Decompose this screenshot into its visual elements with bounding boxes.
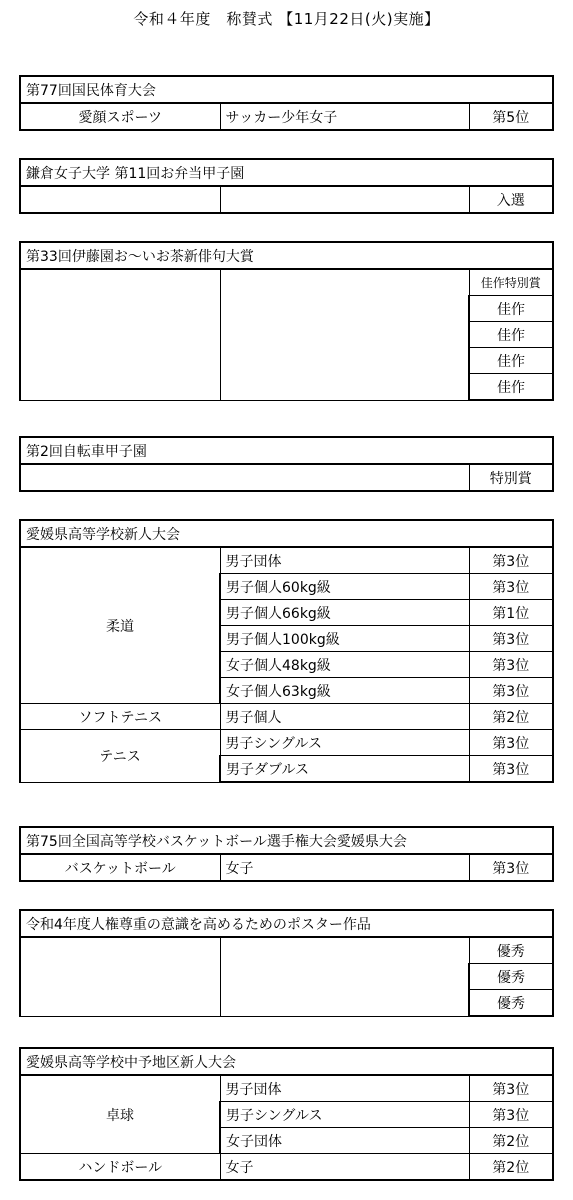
competition-title: 愛媛県高等学校中予地区新人大会 [20, 1048, 553, 1075]
category-cell [220, 937, 469, 1016]
event-cell: ハンドボール [20, 1154, 220, 1181]
table-row [20, 1154, 553, 1181]
result-cell: 佳作 [469, 296, 553, 322]
result-cell: 佳作 [469, 348, 553, 374]
table-header-row [20, 910, 553, 937]
result-cell: 第1位 [469, 600, 553, 626]
table-row [20, 464, 553, 491]
result-cell: 佳作 [469, 374, 553, 401]
category-cell: 男子個人 [220, 704, 469, 730]
event-cell [20, 269, 220, 400]
result-cell: 第3位 [469, 756, 553, 783]
result-cell: 第3位 [469, 854, 553, 881]
result-cell: 第3位 [469, 574, 553, 600]
category-cell: 女子個人48kg級 [220, 652, 469, 678]
result-cell: 第3位 [469, 626, 553, 652]
table-header-row [20, 242, 553, 269]
table-row [20, 269, 553, 296]
award-table-chuyo [19, 1047, 554, 1181]
category-cell [220, 186, 469, 213]
result-cell: 第3位 [469, 652, 553, 678]
category-cell: 男子シングルス [220, 1102, 469, 1128]
result-cell: 第3位 [469, 730, 553, 756]
category-cell: 男子個人100kg級 [220, 626, 469, 652]
table-header-row [20, 159, 553, 186]
category-cell: 男子個人66kg級 [220, 600, 469, 626]
event-cell: ソフトテニス [20, 704, 220, 730]
table-header-row [20, 520, 553, 547]
category-cell: 女子団体 [220, 1128, 469, 1154]
competition-title: 第33回伊藤園お～いお茶新俳句大賞 [20, 242, 553, 269]
award-table-shinjin [19, 519, 554, 783]
result-cell: 佳作特別賞 [469, 269, 553, 296]
result-cell: 優秀 [469, 964, 553, 990]
result-cell: 優秀 [469, 937, 553, 964]
result-cell: 第2位 [469, 1154, 553, 1181]
table-row [20, 704, 553, 730]
result-cell: 佳作 [469, 322, 553, 348]
award-table-bento [19, 158, 554, 214]
event-cell [20, 464, 469, 491]
award-table-bicycle [19, 436, 554, 492]
result-cell: 第3位 [469, 1075, 553, 1102]
table-row [20, 186, 553, 213]
award-table-poster [19, 909, 554, 1017]
table-row [20, 854, 553, 881]
table-header-row [20, 437, 553, 464]
category-cell: 男子個人60kg級 [220, 574, 469, 600]
category-cell: 男子ダブルス [220, 756, 469, 783]
page-title: 令和４年度 称賛式 【11月22日(火)実施】 [133, 10, 440, 28]
table-row [20, 730, 553, 756]
category-cell: 男子シングルス [220, 730, 469, 756]
event-cell: 愛顔スポーツ [20, 103, 220, 130]
competition-title: 鎌倉女子大学 第11回お弁当甲子園 [20, 159, 553, 186]
table-header-row [20, 1048, 553, 1075]
award-table-basketball [19, 826, 554, 882]
table-row [20, 103, 553, 130]
table-header-row [20, 827, 553, 854]
competition-title: 令和4年度人権尊重の意識を高めるためのポスター作品 [20, 910, 553, 937]
result-cell: 第3位 [469, 547, 553, 574]
table-row [20, 1075, 553, 1102]
event-cell: 柔道 [20, 547, 220, 704]
result-cell: 第3位 [469, 678, 553, 704]
event-cell: 卓球 [20, 1075, 220, 1154]
competition-title: 愛媛県高等学校新人大会 [20, 520, 553, 547]
result-cell: 第3位 [469, 1102, 553, 1128]
result-cell: 優秀 [469, 990, 553, 1017]
award-table-kokutai [19, 75, 554, 131]
event-cell [20, 186, 220, 213]
result-cell: 第2位 [469, 1128, 553, 1154]
table-row [20, 547, 553, 574]
competition-title: 第2回自転車甲子園 [20, 437, 553, 464]
category-cell [220, 269, 469, 400]
table-row [20, 937, 553, 964]
result-cell: 入選 [469, 186, 553, 213]
result-cell: 第5位 [469, 103, 553, 130]
event-cell: バスケットボール [20, 854, 220, 881]
event-cell: テニス [20, 730, 220, 783]
award-table-haiku [19, 241, 554, 401]
table-header-row [20, 76, 553, 103]
result-cell: 特別賞 [469, 464, 553, 491]
result-cell: 第2位 [469, 704, 553, 730]
category-cell: 男子団体 [220, 547, 469, 574]
category-cell: 女子 [220, 1154, 469, 1181]
competition-title: 第77回国民体育大会 [20, 76, 553, 103]
category-cell: サッカー少年女子 [220, 103, 469, 130]
event-cell [20, 937, 220, 1016]
category-cell: 女子個人63kg級 [220, 678, 469, 704]
category-cell: 女子 [220, 854, 469, 881]
competition-title: 第75回全国高等学校バスケットボール選手権大会愛媛県大会 [20, 827, 553, 854]
category-cell: 男子団体 [220, 1075, 469, 1102]
